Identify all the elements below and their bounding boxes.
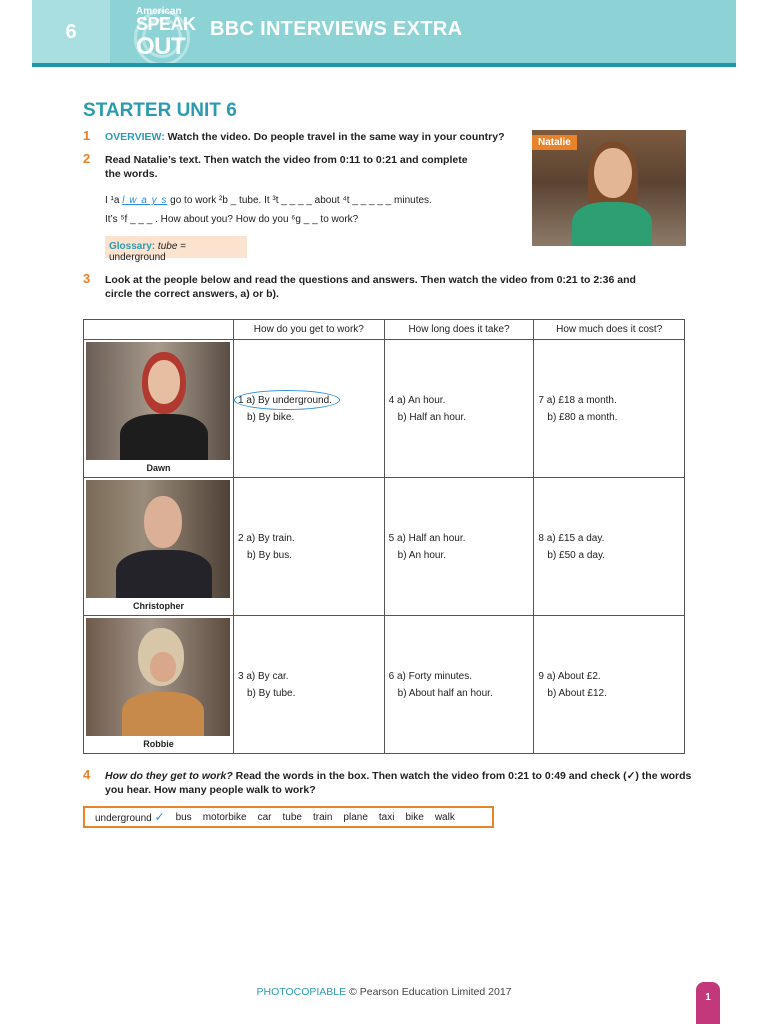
photo-body — [120, 414, 208, 460]
unit-number-badge: 6 — [32, 0, 110, 64]
photo-body — [122, 692, 204, 736]
gapfill-line-1 — [105, 195, 432, 206]
answer-option-a[interactable] — [238, 392, 384, 409]
answer-option-b[interactable]: b) About £12. — [547, 687, 607, 699]
task-number: 1 — [83, 128, 91, 143]
answer-option-a[interactable]: 9 a) About £2. — [538, 670, 601, 682]
glossary-label: Glossary: — [109, 241, 156, 252]
answer-option-b[interactable]: b) By tube. — [246, 687, 296, 699]
check-icon: ✓ — [154, 810, 165, 824]
photo-face — [144, 496, 182, 548]
word-item[interactable]: car — [257, 811, 272, 823]
person-cell — [84, 616, 234, 754]
word-item[interactable]: plane — [343, 811, 368, 823]
answer-cell — [384, 340, 534, 478]
answer-cell — [233, 616, 384, 754]
gapfill-line-2: It’s ⁵f _ _ _ . How about you? How do you ⁶g _ _ to work? — [105, 214, 359, 225]
task-2-text-line1: Read Natalie’s text. Then watch the video from 0:11 to 0:21 and complete — [105, 154, 468, 166]
answer-option-a[interactable]: 2 a) By train. — [237, 532, 295, 544]
task-2-text-line2: the words. — [105, 168, 158, 180]
word-box — [83, 806, 494, 828]
task-1-text: Watch the video. Do people travel in the same way in your country? — [167, 131, 505, 143]
answer-option-a[interactable]: 4 a) An hour. — [388, 394, 446, 406]
answer-cell — [534, 340, 685, 478]
answer-option-b[interactable]: b) £80 a month. — [547, 411, 618, 423]
photo-face — [594, 148, 632, 198]
word-item[interactable]: motorbike — [202, 811, 247, 823]
task-4-text-line2: you hear. How many people walk to work? — [105, 784, 316, 796]
answer-cell — [534, 478, 685, 616]
page-number-tab: 1 — [696, 982, 720, 1024]
answer-option-a[interactable]: 8 a) £15 a day. — [538, 532, 605, 544]
unit-title: STARTER UNIT 6 — [83, 100, 237, 121]
word-item[interactable]: taxi — [378, 811, 395, 823]
table-row — [84, 616, 685, 754]
table-row — [84, 340, 685, 478]
christopher-photo — [86, 480, 230, 598]
answer-option-b[interactable]: b) By bike. — [246, 411, 295, 423]
header-title: BBC INTERVIEWS EXTRA — [210, 18, 463, 40]
table-corner — [84, 320, 234, 340]
photocopiable-label: PHOTOCOPIABLE — [256, 986, 347, 998]
header-divider — [32, 63, 736, 67]
answer-cell — [233, 340, 384, 478]
answer-cell — [384, 616, 534, 754]
person-name: Robbie — [143, 739, 174, 749]
glossary-term: tube — [157, 241, 178, 252]
glossary-definition: = underground — [109, 241, 187, 263]
answer-cell — [233, 478, 384, 616]
person-name: Dawn — [146, 463, 171, 473]
task-number: 4 — [83, 767, 91, 782]
speakout-logo — [128, 4, 218, 62]
overview-label: OVERVIEW: — [105, 131, 165, 143]
robbie-photo — [86, 618, 230, 736]
word-item[interactable]: train — [312, 811, 333, 823]
task-3-text-line2: circle the correct answers, a) or b). — [105, 288, 279, 300]
task-number: 3 — [83, 271, 91, 286]
answer-option-b[interactable]: b) About half an hour. — [397, 687, 493, 699]
task-1 — [83, 130, 505, 144]
task-number: 2 — [83, 151, 91, 166]
logo-american: American — [136, 6, 182, 17]
answer-option-a[interactable]: 5 a) Half an hour. — [388, 532, 466, 544]
natalie-name-tag: Natalie — [532, 135, 577, 150]
copyright-text: © Pearson Education Limited 2017 — [346, 986, 512, 998]
answer-cell — [534, 616, 685, 754]
natalie-photo — [532, 130, 686, 246]
gapfill-text: I ¹a — [105, 195, 123, 206]
task-4-text-line1: Read the words in the box. Then watch the video from 0:21 to 0:49 and check (✓) the words — [232, 770, 692, 782]
word-text: underground — [95, 813, 152, 824]
answer-option-b[interactable]: b) Half an hour. — [397, 411, 467, 423]
column-header: How long does it take? — [384, 320, 534, 340]
person-cell — [84, 478, 234, 616]
column-header: How do you get to work? — [233, 320, 384, 340]
task-4 — [83, 769, 691, 797]
word-item[interactable]: bus — [175, 811, 192, 823]
photo-face — [150, 652, 176, 682]
answers-table — [83, 319, 685, 754]
column-header: How much does it cost? — [534, 320, 685, 340]
word-item[interactable]: tube — [282, 811, 302, 823]
word-item[interactable] — [95, 810, 165, 824]
logo-speak: SPEAK — [136, 14, 196, 34]
photo-body — [116, 550, 212, 598]
task-2 — [83, 153, 468, 181]
word-item[interactable]: walk — [434, 811, 455, 823]
person-cell — [84, 340, 234, 478]
answer-option-a[interactable]: 7 a) £18 a month. — [538, 394, 617, 406]
word-item[interactable]: bike — [405, 811, 424, 823]
person-name: Christopher — [132, 601, 184, 611]
answer-option-b[interactable]: b) By bus. — [246, 549, 293, 561]
answer-option-a[interactable]: 6 a) Forty minutes. — [388, 670, 473, 682]
task-4-question: How do they get to work? — [105, 770, 233, 782]
gapfill-answer: l w a y s — [122, 195, 168, 206]
dawn-photo — [86, 342, 230, 460]
task-3-text-line1: Look at the people below and read the questions and answers. Then watch the video from 0:21 to 2:36 and — [105, 274, 636, 286]
photo-scarf — [572, 202, 652, 246]
page-header — [32, 0, 736, 64]
answer-option-a[interactable]: 3 a) By car. — [237, 670, 289, 682]
task-3 — [83, 273, 636, 301]
answer-option-b[interactable]: b) An hour. — [397, 549, 447, 561]
glossary-box — [105, 236, 247, 263]
logo-out: OUT — [136, 33, 186, 60]
answer-circle — [234, 390, 340, 410]
page-footer — [0, 986, 768, 998]
answer-option-b[interactable]: b) £50 a day. — [547, 549, 606, 561]
photo-face — [148, 360, 180, 404]
answer-text: 1 a) By underground. — [237, 394, 332, 406]
gapfill-text: go to work ²b _ tube. It ³t _ _ _ _ about ⁴t _ _ _ _ _ minutes. — [167, 195, 432, 206]
table-row — [84, 478, 685, 616]
answer-cell — [384, 478, 534, 616]
